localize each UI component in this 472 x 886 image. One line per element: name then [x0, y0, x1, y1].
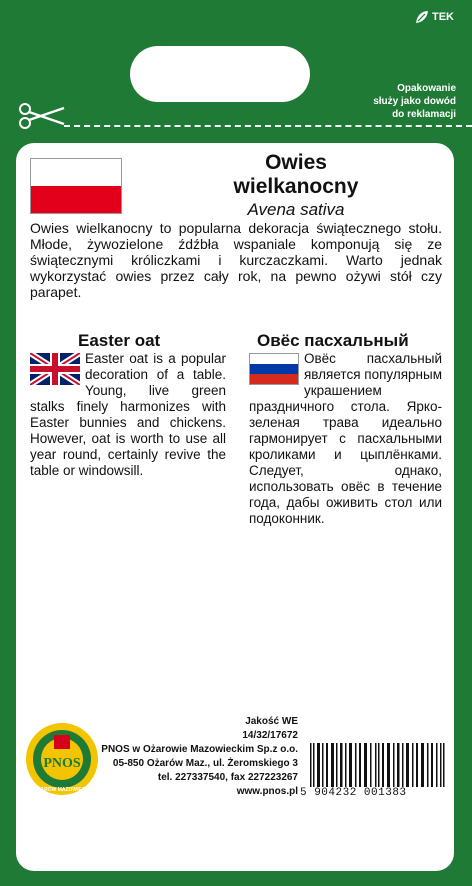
english-heading: Easter oat — [78, 331, 161, 350]
quality-block — [245, 715, 298, 729]
title-line-1: Owies — [265, 151, 327, 174]
producer-address — [96, 729, 298, 799]
product-title — [166, 151, 426, 199]
russian-section — [249, 351, 442, 527]
brand — [415, 10, 454, 24]
notice-line-3: do reklamacji — [392, 109, 456, 120]
producer-code: 14/32/17672 — [242, 730, 298, 741]
russian-heading: Овёс пасхальный — [257, 331, 409, 350]
producer-phone: tel. 227337540, fax 227223267 — [157, 772, 298, 783]
uk-flag-icon — [30, 353, 80, 385]
polish-description: Owies wielkanocny to popularna dekoracja świątecznego stołu. Młode, żywozielone źdźbła wspaniale komponują się ze świątecznymi króliczkami i kurczaczkami. Warto jednak wykorzystać owies przez cały rok, na pewno ożywi stół czy parapet. — [30, 220, 442, 300]
info-panel — [16, 143, 454, 871]
notice-line-1: Opakowanie — [397, 83, 456, 94]
complaint-notice — [373, 82, 456, 121]
producer-street: 05-850 Ożarów Maz., ul. Żeromskiego 3 — [112, 758, 298, 769]
barcode-number: 5 904232 001383 — [300, 787, 450, 799]
cut-line — [64, 125, 472, 127]
title-line-2: wielkanocny — [233, 175, 359, 198]
scissors-icon — [18, 102, 66, 130]
brand-label: TEK — [432, 11, 454, 23]
producer-company: PNOS w Ożarowie Mazowieckim Sp.z o.o. — [101, 744, 298, 755]
poland-flag-icon — [30, 158, 122, 214]
english-section — [30, 351, 226, 479]
pnos-logo-icon — [24, 721, 100, 797]
russian-text: Овёс пасхальный является популярным украшением праздничного стола. Ярко-зеленая трава идеально гармонирует с пасхальными кроликами и цыплёнками. Следует, однако, использовать овёс в течение года, дабы оживить стол или подоконник. — [249, 351, 442, 526]
logo-ring-text: OŻARÓW MAZOWIECKI — [33, 787, 91, 793]
quality-label: Jakość WE — [245, 716, 298, 727]
latin-name: Avena sativa — [247, 200, 345, 219]
hang-hole — [130, 46, 310, 102]
notice-line-2: służy jako dowód — [373, 96, 456, 107]
logo-monogram: PNOS — [43, 756, 81, 771]
leaf-logo-icon — [415, 10, 429, 24]
russia-flag-icon — [249, 353, 299, 385]
producer-website: www.pnos.pl — [236, 786, 298, 797]
english-text: Easter oat is a popular decoration of a table. Young, live green stalks finely harmonizes with Easter bunnies and chickens. However, oat is worth to use all year round, certainly revive the table or windowsill. — [30, 351, 226, 478]
